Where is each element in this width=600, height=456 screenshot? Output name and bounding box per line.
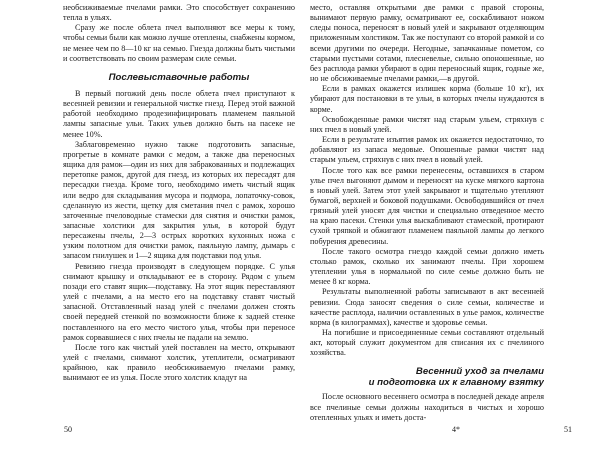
left-paragraph-5: Ревизию гнезда производят в следующем порядке. С улья снимают крышку и откладывают ее в сторону. Рядом с ульем позади его ставят ящик—подставку. На этот ящик переставляют улей с пчелами, а на место его на подставку ставят чистый запасной. Отставленный назад улей с пчелами должен стоять своей передней стенкой по возможности ближе к задней стенке поставленного на его место чистого улья, чтобы при переносе рамок сорвавшиеся с них пчелы не падали на землю. xyxy=(63,261,295,342)
heading-line-1: Весенний уход за пчелами xyxy=(415,366,544,378)
right-page xyxy=(300,0,600,456)
heading-line-2: и подготовка их к главному взятку xyxy=(368,377,544,389)
section-heading: Послевыставочные работы xyxy=(108,71,250,83)
right-paragraph-4: Если в результате изъятия рамок их окажется недостаточно, то добавляют из запаса медовые. Опошенные рамки чистят над старым ульем, стряхнув с них пчел в новый улей. xyxy=(310,135,544,165)
right-section-heading xyxy=(310,366,544,388)
right-paragraph-8: На погибшие и присоединенные семьи составляют отдельный акт, который служит документом для списания их с пчелиного хозяйства. xyxy=(310,328,544,358)
left-paragraph-2: Сразу же после облета пчел выполняют все меры к тому, чтобы семьи были как можно лучше отеплены, снабжены кормом, не менее чем по 8—10 кг на семью. Гнезда должны быть чистыми и соответствовать по своим размерам силе семьи. xyxy=(63,23,295,63)
right-paragraph-2: Если в рамках окажется излишек корма (больше 10 кг), их убирают для постановки в те ульи, в которых пчелы нуждаются в корме. xyxy=(310,84,544,114)
left-paragraph-4: Заблаговременно нужно также подготовить запасные, прогретые в комнате рамки с медом, а также два переносных ящика для рамок—один из них для забракованных и подлежащих перетопке рамок, другой для гнезд, из которых их пересадят для пересадки гнезда. Кроме того, необходимо иметь чистый ящик или ведро для складывания мусора и подмора, лопаточку-совок, сделанную из жести, щетку для сметания пчел с рамок, хорошо заточенные пчеловодные стамески для снятия и очистки рамок, запасные холстики для закрытия улья, в которой будут пересажены пчелы, 2—3 острых коротких кухонных ножа с узким полотном для очистки рамок, паяльную лампу, дымарь с запасом гнилушек и 1—2 ящика для подставки под улья. xyxy=(63,139,295,261)
left-paragraph-6: После того как чистый улей поставлен на место, открывают улей с пчелами, снимают холстик, утеплители, осматривают крайнюю, как правило необсиживаемую пчелами рамку, вынимают ее из улья. После этого холстик кладут на xyxy=(63,342,295,383)
right-page-number: 51 xyxy=(564,425,572,434)
right-paragraph-9: После основного весеннего осмотра в последней декаде апреля все пчелиные семьи должны находиться в чистых и хорошо отепленных ульях и иметь доста- xyxy=(310,392,544,422)
right-paragraph-5: После того как все рамки перенесены, оставшихся в старом улье пчел выгоняют дымом и переносят на куске мягкого картона в новый улей. Затем этот улей закрывают и тщательно утепляют бумагой, верхней и боковой подушками. Освободившийся от пчел грязный улей уносят для чистки и специально отведенное место на краю пасеки. Стенки улья выскабливают стамеской, протирают сухой тряпкой и обжигают пламенем паяльной лампы до легкого побурения древесины. xyxy=(310,165,544,246)
right-paragraph-6: После такого осмотра гнездо каждой семьи должно иметь столько рамок, сколько их занимают пчелы. При хорошем утеплении улья в нормальной по силе семье должно быть не менее 8 кг корма. xyxy=(310,246,544,287)
right-paragraph-3: Освобожденные рамки чистят над старым ульем, стряхнув с них пчел в новый улей. xyxy=(310,114,544,134)
right-text-column xyxy=(310,3,544,423)
right-paragraph-7: Результаты выполненной работы записывают в акт весенней ревизии. Сюда заносят сведения о силе семьи, количестве и качестве расплода, наличии оставленных в улье рамок, количестве корма (в килограммах), качестве и здоровье семьи. xyxy=(310,287,544,327)
left-paragraph-1: необсиживаемые пчелами рамки. Это способствует сохранению тепла в ульях. xyxy=(63,3,295,23)
left-paragraph-3: В первый погожий день после облета пчел приступают к весенней ревизии и генеральной чистке гнезд. Перед этой важной работой необходимо продезинфицировать пламенем паяльной лампы запасные ульи. Таких ульев должно быть на пасеке не менее 10%. xyxy=(63,88,295,139)
left-text-column xyxy=(63,3,295,383)
signature-mark: 4* xyxy=(452,425,460,434)
right-paragraph-1: место, оставляя открытыми две рамки с правой стороны, вынимают первую рамку, осматривают ее, соскабливают ножом следы поноса, переносят в новый улей и закрывают отделяющим приложенным холстиком. Так же поступают со второй рамкой и со всеми другими по очереди. Негодные, запачканные пометом, со старыми пустыми сотами, плесневелые, сильно опоношенные, но без расплода рамки убирают в один переносный ящик, годные же, но не обсиживаемые пчелами рамки,—в другой. xyxy=(310,3,544,84)
left-page-number: 50 xyxy=(64,425,72,434)
